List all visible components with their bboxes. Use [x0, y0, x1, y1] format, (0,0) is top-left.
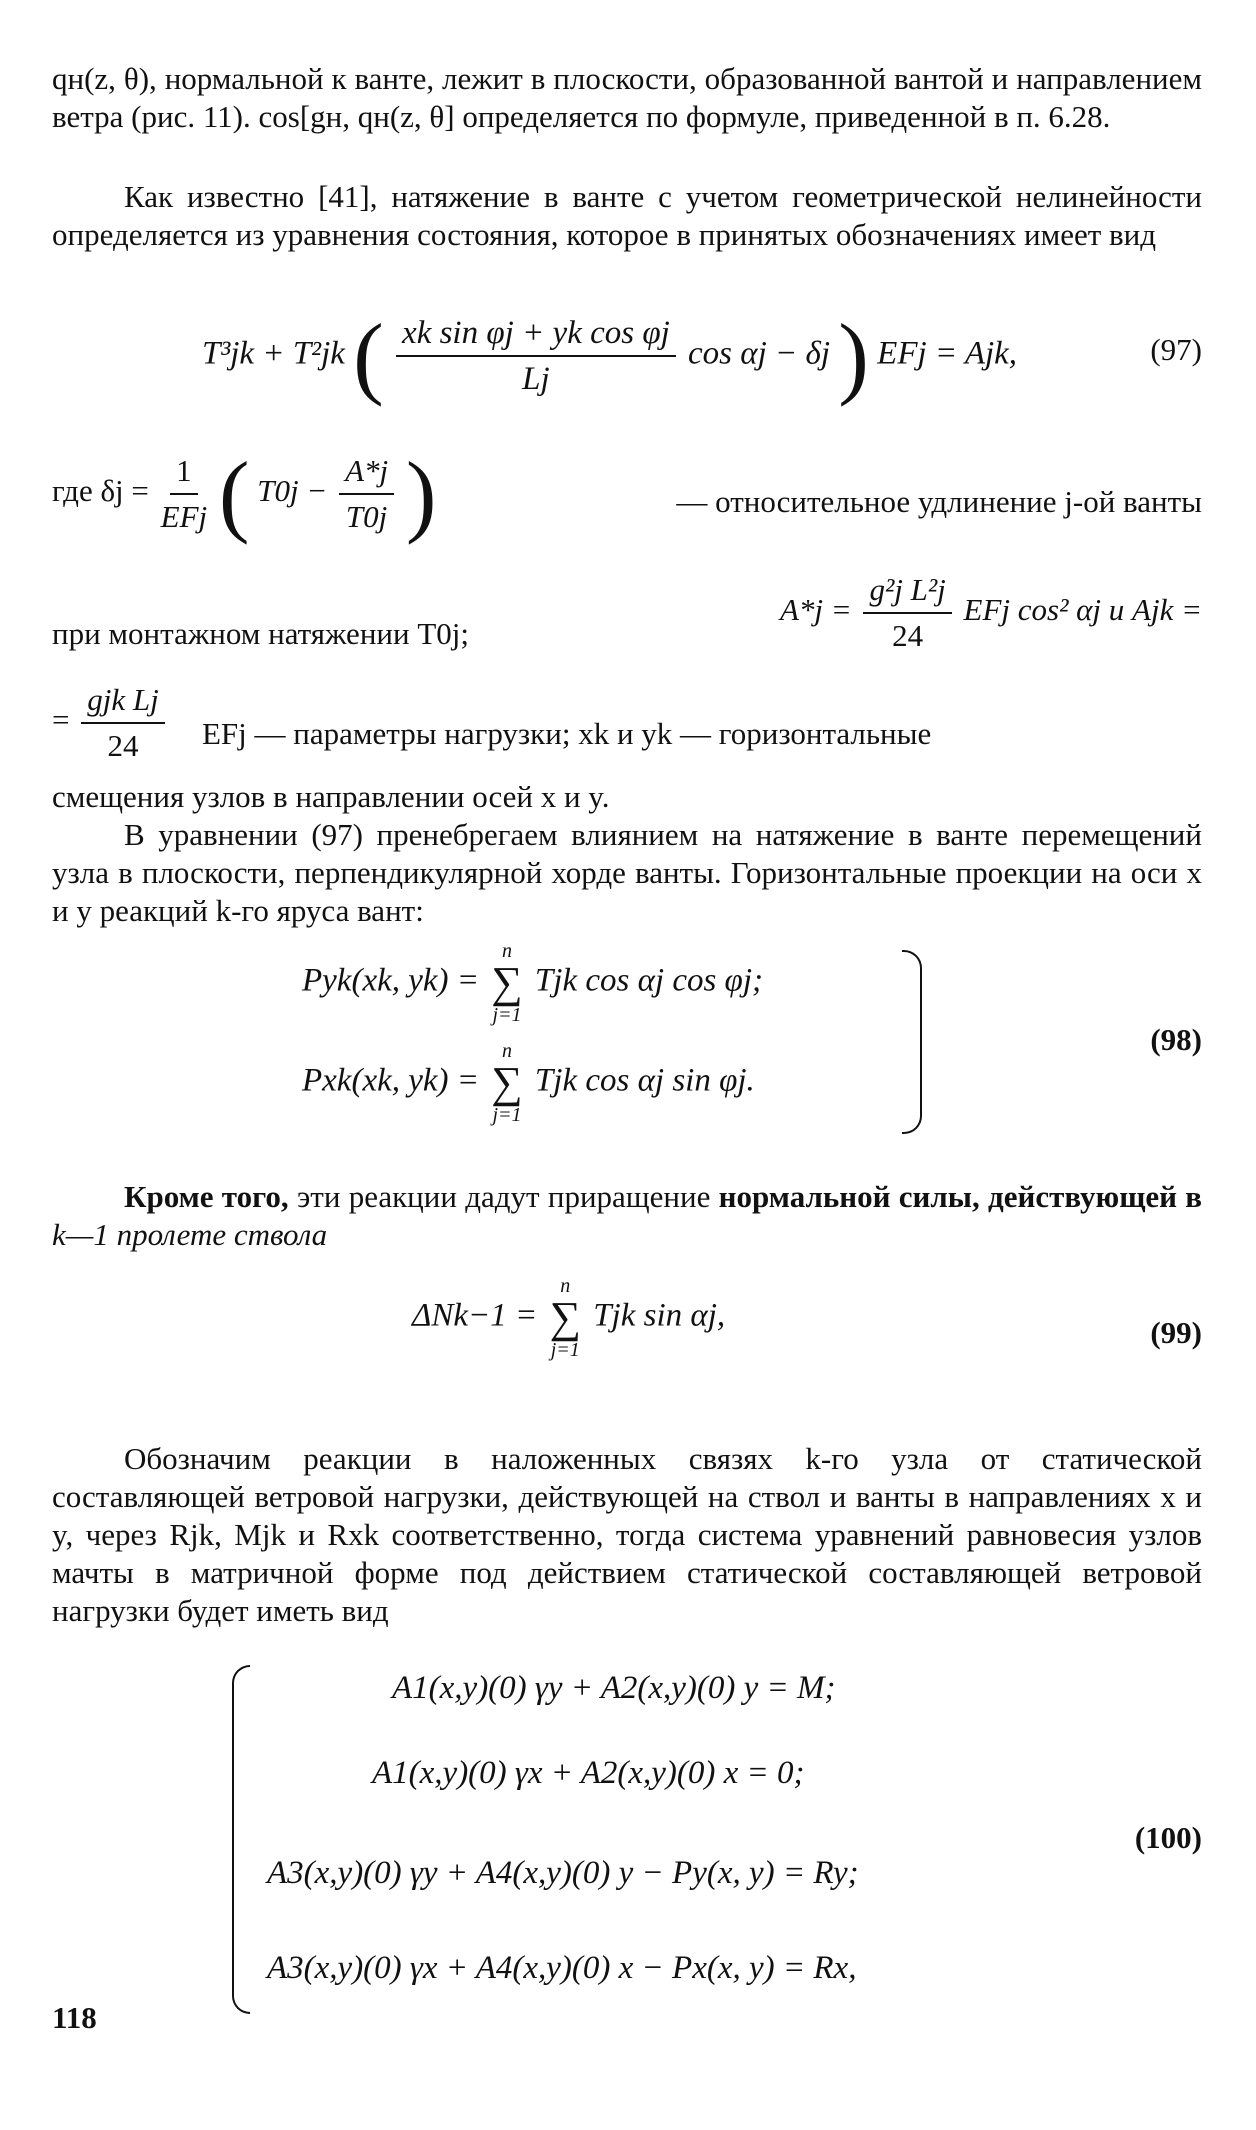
line-shift: смещения узлов в направлении осей x и y.: [52, 779, 610, 814]
params-num: gjk Lj: [81, 680, 164, 724]
equation-number-98: (98): [1150, 1022, 1202, 1057]
eq100-line4: A3(x,y)(0) γx + A4(x,y)(0) x − Px(x, y) = Rx,: [267, 1950, 857, 1986]
montage-lhs: A*j =: [780, 592, 852, 628]
delta-text: — относительное удлинение j-ой ванты: [676, 484, 1202, 519]
eq99-lhs: ΔNk−1 =: [412, 1297, 538, 1334]
eq98-line2-lhs: Pxk(xk, yk) =: [302, 1062, 480, 1099]
astar-frac-num: A*j: [339, 451, 394, 495]
eq100-line3: A3(x,y)(0) γy + A4(x,y)(0) y − Py(x, y) = Ry;: [267, 1855, 859, 1891]
eq97-tail: cos αj − δj: [688, 335, 831, 372]
para4-end: k—1 пролете ствола: [52, 1217, 328, 1252]
eq99-sum: n ∑ j=1: [549, 1275, 581, 1361]
equation-100: [52, 1660, 1202, 2020]
eq98-sum2-top: n: [501, 1040, 512, 1062]
paragraph-5: Обозначим реакции в наложенных связях k-го узла от статической составляющей ветровой нагрузки, действующей на ствол и ванты в направлениях x и y, через Rjk, Mjk и Rxk соответственно, тогда система уравнений равновесия узлов мачты в матричной форме под действием статической составляющей ветровой нагрузки будет иметь вид: [52, 1441, 1202, 1628]
astar-fraction: [339, 451, 394, 537]
eq97-lhs: T³jk + T²jk: [202, 335, 345, 372]
params-line: [52, 680, 1202, 780]
eq97-denominator: Lj: [522, 361, 550, 397]
eq98-sum1-top: n: [501, 940, 512, 962]
paragraph-3: В уравнении (97) пренебрегаем влиянием на натяжение в ванте перемещений узла в плоскости, перпендикулярной хорде ванты. Горизонтальные проекции на оси x и y реакций k-го яруса вант:: [52, 817, 1202, 928]
equation-number-100: (100): [1134, 1820, 1202, 1855]
eq98-right-brace: [902, 950, 922, 1134]
delta-inner-left: T0j −: [257, 473, 328, 509]
eq99-sum-top: n: [560, 1275, 571, 1297]
equation-98: [52, 940, 1202, 1140]
paragraph-4: [52, 1178, 1202, 1254]
delta-definition: где δj = $\frac{1}{\text{EFj}}$ ( T0j − $\frac{A*j}{T0j}$ ) — относительное удлинение j-ой ванты: [52, 443, 1202, 545]
eq100-left-brace: [232, 1665, 250, 2014]
page-number: 118: [52, 2000, 97, 2035]
eq99-sum-bottom: j=1: [550, 1339, 580, 1361]
params-prefix: =: [52, 702, 70, 738]
montage-text: при монтажном натяжении T0j;: [52, 616, 470, 651]
equation-97: T³jk + T²jk ( $\frac{\text{xk sin φj + yk cos φj}}{Lj}$ cos αj − δj ) EFj = Ajk, (97): [202, 305, 1202, 407]
montage-rhs: EFj cos² αj и Ajk =: [963, 592, 1202, 628]
eq100-line1: A1(x,y)(0) γy + A2(x,y)(0) y = M;: [392, 1670, 836, 1706]
montage-num: g²j L²j: [863, 570, 951, 614]
params-text: EFj — параметры нагрузки; xk и yk — горизонтальные: [202, 716, 932, 751]
params-fraction: [81, 680, 164, 766]
eq98-sum-1: n ∑ j=1: [491, 940, 523, 1026]
params-den: 24: [107, 728, 139, 763]
para4-rest: эти реакции дадут приращение: [296, 1179, 711, 1214]
eq98-sum2-bottom: j=1: [492, 1104, 522, 1126]
para4-bold: Кроме того,: [124, 1179, 289, 1214]
eq98-line1-lhs: Pyk(xk, yk) =: [302, 962, 480, 999]
montage-den: 24: [892, 618, 924, 653]
eq100-line2: A1(x,y)(0) γx + A2(x,y)(0) x = 0;: [372, 1755, 805, 1791]
para4-bold2: нормальной силы, действующей в: [718, 1179, 1203, 1214]
eq97-numerator: xk sin φj + yk cos φj: [396, 313, 676, 357]
delta-fraction: [161, 451, 208, 537]
astar-frac-den: T0j: [345, 499, 388, 534]
equation-number-99: (99): [1150, 1315, 1202, 1350]
eq99-rhs: Tjk sin αj,: [593, 1297, 726, 1334]
eq98-line1-rhs: Tjk cos αj cos φj;: [534, 962, 763, 999]
paragraph-1: qн(z, θ), нормальной к ванте, лежит в плоскости, образованной вантой и направлением ветра (рис. 11). cos[gн, qн(z, θ] определяется по формуле, приведенной в п. 6.28.: [52, 61, 1202, 134]
eq97-fraction: [396, 313, 676, 399]
equation-number-97: (97): [1150, 332, 1202, 367]
paragraph-2: Как известно [41], натяжение в ванте с учетом геометрической нелинейности определяется из уравнения состояния, которое в принятых обозначениях имеет вид: [52, 179, 1202, 252]
delta-frac-den: EFj: [160, 499, 208, 534]
eq98-sum-2: n ∑ j=1: [491, 1040, 523, 1126]
montage-line: [52, 570, 1202, 670]
montage-fraction: [863, 570, 951, 656]
eq97-rhs: EFj = Ajk,: [877, 335, 1018, 372]
where-prefix: где δj =: [52, 473, 149, 509]
delta-frac-num: 1: [170, 451, 198, 495]
equation-99: [52, 1275, 1202, 1385]
eq98-line2-rhs: Tjk cos αj sin φj.: [534, 1062, 755, 1099]
eq98-sum1-bottom: j=1: [492, 1004, 522, 1026]
